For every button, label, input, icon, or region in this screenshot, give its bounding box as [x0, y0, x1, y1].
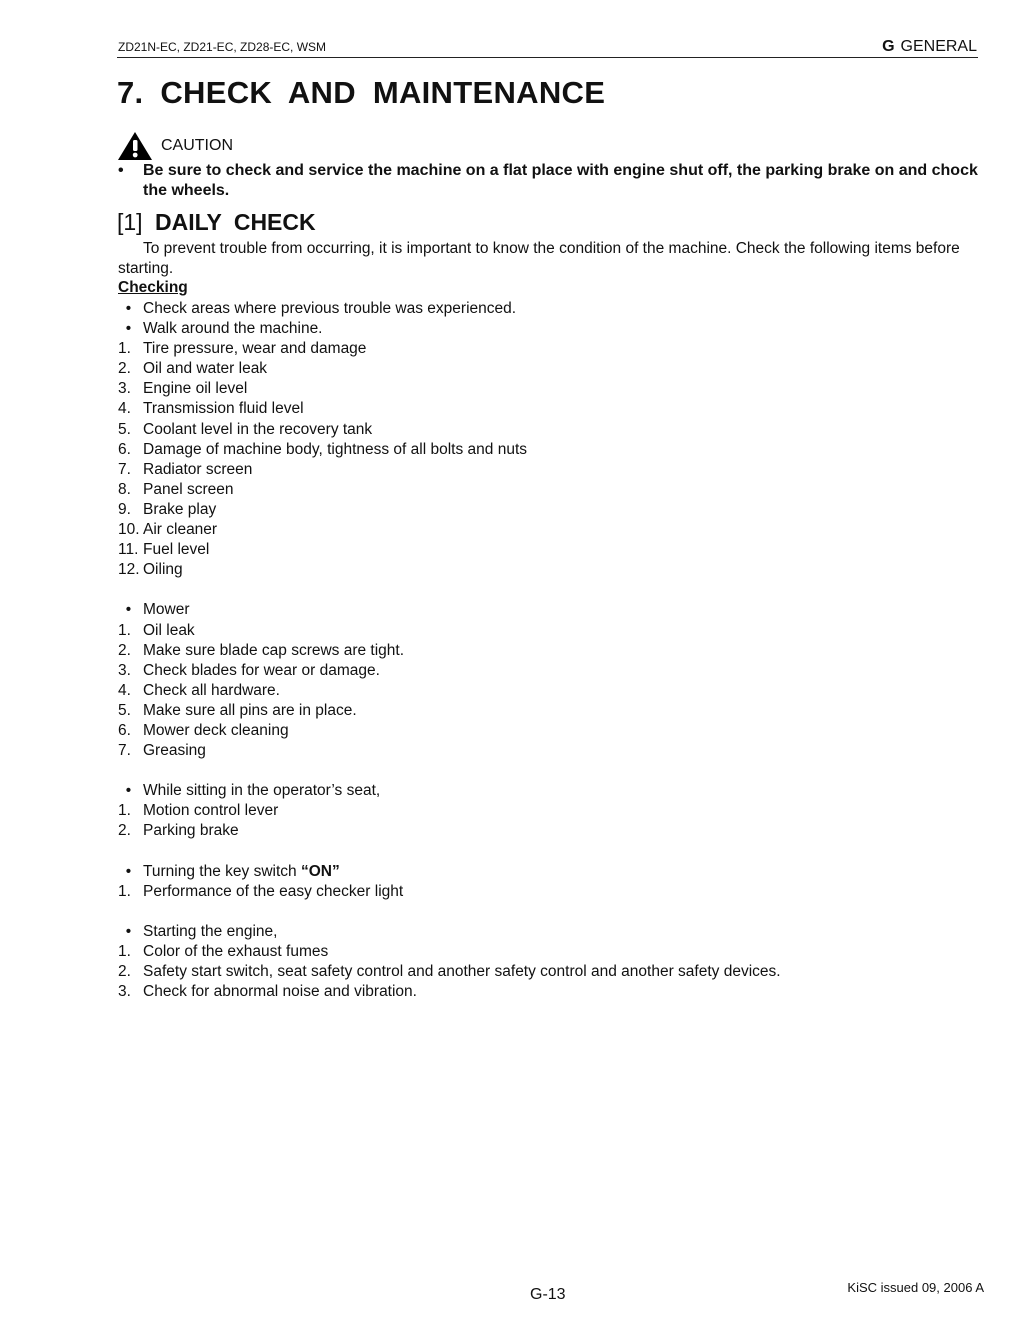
bullet: • — [125, 300, 132, 317]
item-number: 12. — [118, 561, 140, 579]
item-number: 2. — [118, 822, 131, 840]
caution-heading — [117, 131, 233, 161]
list-item — [118, 701, 781, 721]
list-item — [118, 781, 781, 801]
list-item — [118, 982, 781, 1002]
bullet: • — [125, 862, 132, 880]
list-item — [118, 741, 781, 761]
warning-triangle-icon — [117, 131, 153, 161]
item-number: 1. — [118, 340, 131, 358]
bullet: • — [125, 922, 132, 940]
list-spacer — [118, 580, 781, 600]
item-text: Oil and water leak — [143, 360, 268, 378]
header-rule — [117, 57, 978, 58]
item-text: Brake play — [143, 500, 217, 518]
item-number: 4. — [118, 400, 131, 418]
list-item — [118, 440, 781, 460]
list-item — [118, 540, 781, 560]
caution-text: Be sure to check and service the machine on a flat place with engine shut off, the parking brake on and chock the wheels. — [143, 162, 978, 199]
item-number: 5. — [118, 420, 131, 438]
list-item — [118, 661, 781, 681]
caution-text-block — [118, 161, 980, 201]
item-number: 7. — [118, 460, 131, 478]
item-text: Make sure blade cap screws are tight. — [143, 641, 405, 659]
item-text: Fuel level — [143, 541, 210, 559]
bullet: • — [125, 601, 132, 619]
item-text: Check areas where previous trouble was experienced. — [143, 300, 517, 317]
item-number: 1. — [118, 943, 131, 960]
list-item — [118, 339, 781, 359]
list-item — [118, 721, 781, 741]
item-text: Turning the key switch — [143, 862, 301, 880]
section-intro: To prevent trouble from occurring, it is important to know the condition of the machine. Check the following items before starting. — [118, 240, 960, 277]
list-item — [118, 460, 781, 480]
item-number: 5. — [118, 701, 131, 719]
page-header-models: ZD21N-EC, ZD21-EC, ZD28-EC, WSM — [118, 40, 327, 54]
list-item — [118, 520, 781, 540]
item-number: 4. — [118, 681, 131, 699]
item-text: Coolant level in the recovery tank — [143, 420, 373, 438]
item-emphasis: “ON” — [300, 862, 340, 880]
item-number: 6. — [118, 721, 131, 739]
page-title: 7. CHECK AND MAINTENANCE — [117, 75, 606, 110]
item-text: Greasing — [143, 742, 206, 760]
section-number: [1] — [117, 209, 143, 235]
list-spacer — [118, 761, 781, 781]
item-text: Starting the engine, — [143, 922, 278, 940]
list-item — [118, 621, 781, 641]
item-text: Performance of the easy checker light — [143, 882, 404, 900]
list-item — [118, 600, 781, 620]
list-spacer — [118, 842, 781, 862]
item-text: Color of the exhaust fumes — [143, 943, 329, 960]
page-header-section — [882, 38, 977, 56]
item-text: Mower — [143, 601, 190, 619]
item-number: 3. — [118, 983, 131, 1001]
item-text: Check all hardware. — [143, 681, 280, 699]
item-number: 6. — [118, 440, 131, 458]
item-number: 10. — [118, 521, 140, 539]
item-text: Walk around the machine. — [143, 320, 323, 338]
item-number: 7. — [118, 742, 131, 760]
item-number: 2. — [118, 360, 131, 378]
item-number: 3. — [118, 380, 131, 398]
item-number: 9. — [118, 500, 131, 518]
item-text: Radiator screen — [143, 460, 253, 478]
list-item — [118, 399, 781, 419]
item-number: 1. — [118, 882, 131, 900]
list-item — [118, 500, 781, 520]
list-item — [118, 942, 781, 962]
item-text: Safety start switch, seat safety control and another safety control and another safety devices. — [143, 963, 781, 981]
bullet: • — [125, 320, 132, 338]
item-number: 2. — [118, 641, 131, 659]
item-text: Damage of machine body, tightness of all bolts and nuts — [143, 440, 527, 458]
list-spacer — [118, 902, 781, 922]
section-heading — [117, 209, 316, 236]
list-item — [118, 480, 781, 500]
item-text: Engine oil level — [143, 380, 248, 398]
section-letter: G — [882, 38, 895, 55]
list-item — [118, 962, 781, 982]
list-item — [118, 801, 781, 821]
list-item — [118, 359, 781, 379]
item-number: 1. — [118, 621, 131, 639]
list-item — [118, 319, 781, 339]
list-item — [118, 299, 781, 319]
item-text: While sitting in the operator’s seat, — [143, 782, 381, 800]
bullet: • — [125, 782, 132, 800]
item-number: 11. — [118, 541, 139, 559]
list-item — [118, 882, 781, 902]
subheading-checking: Checking — [118, 279, 188, 296]
item-number: 1. — [118, 802, 131, 820]
item-text: Tire pressure, wear and damage — [143, 340, 367, 358]
item-text: Motion control lever — [143, 802, 279, 820]
item-text: Check blades for wear or damage. — [143, 661, 380, 679]
list-item — [118, 379, 781, 399]
list-item — [118, 641, 781, 661]
item-text: Oiling — [143, 561, 183, 579]
item-text: Make sure all pins are in place. — [143, 701, 357, 719]
item-text: Oil leak — [143, 621, 195, 639]
caution-label: CAUTION — [161, 137, 233, 154]
item-text: Panel screen — [143, 480, 234, 498]
item-number: 3. — [118, 661, 131, 679]
item-text: Check for abnormal noise and vibration. — [143, 983, 417, 1001]
item-number: 8. — [118, 480, 131, 498]
item-text: Mower deck cleaning — [143, 721, 289, 739]
list-item — [118, 821, 781, 841]
list-item — [118, 681, 781, 701]
issue-note: KiSC issued 09, 2006 A — [847, 1280, 984, 1295]
list-item — [118, 560, 781, 580]
item-text: Air cleaner — [143, 521, 218, 539]
item-number: 2. — [118, 963, 131, 981]
section-title: DAILY CHECK — [154, 209, 316, 235]
page-number: G-13 — [530, 1286, 566, 1303]
item-text: Parking brake — [143, 822, 239, 840]
list-item — [118, 922, 781, 942]
item-text: Transmission fluid level — [143, 400, 304, 418]
check-list — [118, 299, 781, 1002]
bullet: • — [118, 162, 124, 179]
list-item — [118, 420, 781, 440]
section-name: GENERAL — [900, 38, 977, 55]
list-item — [118, 862, 781, 882]
